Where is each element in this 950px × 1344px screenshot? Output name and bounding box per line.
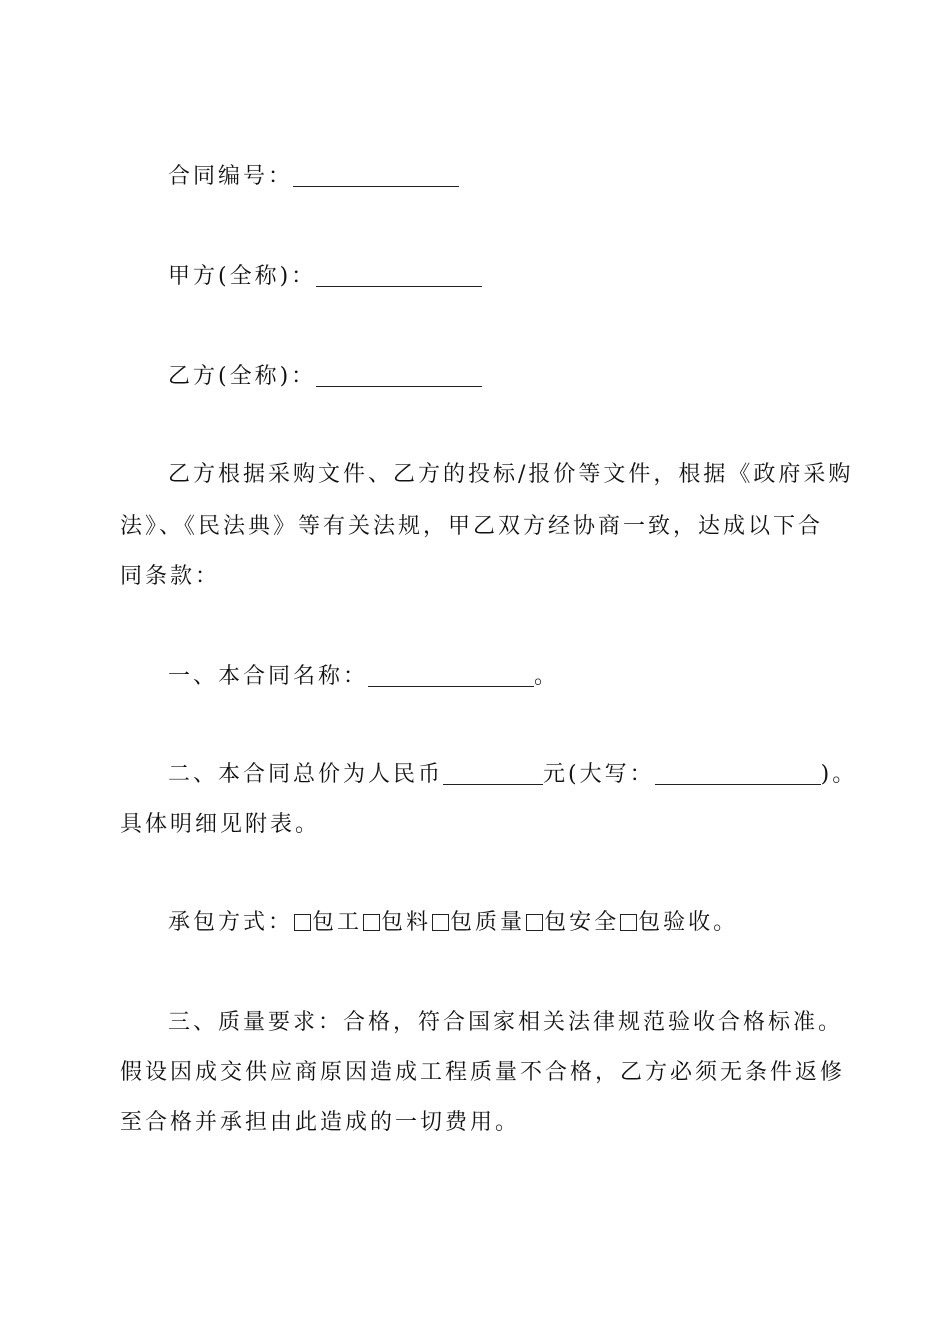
clause-2-line — [168, 750, 888, 800]
preamble-line-1: 乙方根据采购文件、乙方的投标/报价等文件，根据《政府采购 — [168, 462, 854, 487]
option-acceptance: 包验收。 — [638, 910, 739, 935]
party-b-blank[interactable] — [316, 362, 482, 387]
option-materials: 包料 — [381, 910, 432, 935]
clause-2-text: 二、本合同总价为人民币 — [168, 762, 444, 787]
clause-1-line — [168, 652, 888, 702]
party-a-line — [168, 252, 888, 302]
clause-1-end: 。 — [534, 664, 560, 689]
clause-3-line-3: 至合格并承担由此造成的一切费用。 — [120, 1110, 521, 1135]
contract-mode-line — [168, 898, 888, 948]
clause-3-line-1: 三、质量要求：合格，符合国家相关法律规范验收合格标准。 — [168, 1010, 844, 1035]
checkbox-quality[interactable] — [432, 914, 449, 931]
clause-1-text: 一、本合同名称： — [168, 664, 369, 689]
checkbox-materials[interactable] — [363, 914, 380, 931]
checkbox-safety[interactable] — [526, 914, 543, 931]
total-price-blank[interactable] — [443, 760, 543, 785]
contract-number-blank[interactable] — [293, 162, 459, 187]
clause-2-middle: 元(大写： — [543, 762, 655, 787]
contract-mode-label: 承包方式： — [168, 910, 294, 935]
checkbox-acceptance[interactable] — [620, 914, 637, 931]
party-a-blank[interactable] — [316, 262, 482, 287]
option-quality: 包质量 — [450, 910, 526, 935]
contract-number-line — [168, 152, 888, 202]
party-b-line — [168, 352, 888, 402]
preamble-line-3: 同条款： — [120, 564, 221, 589]
party-a-label: 甲方(全称)： — [168, 264, 317, 289]
clause-3-line-2: 假设因成交供应商原因造成工程质量不合格，乙方必须无条件返修 — [120, 1060, 846, 1085]
option-labor: 包工 — [312, 910, 363, 935]
price-in-words-blank[interactable] — [655, 760, 821, 785]
party-b-label: 乙方(全称)： — [168, 364, 317, 389]
checkbox-labor[interactable] — [294, 914, 311, 931]
preamble-line-2: 法》、《民法典》等有关法规，甲乙双方经协商一致，达成以下合 — [120, 514, 824, 539]
clause-2-line-2: 具体明细见附表。 — [120, 812, 321, 837]
contract-name-blank[interactable] — [368, 662, 534, 687]
option-safety: 包安全 — [544, 910, 620, 935]
clause-2-end: )。 — [820, 762, 858, 787]
contract-number-label: 合同编号： — [168, 164, 294, 189]
